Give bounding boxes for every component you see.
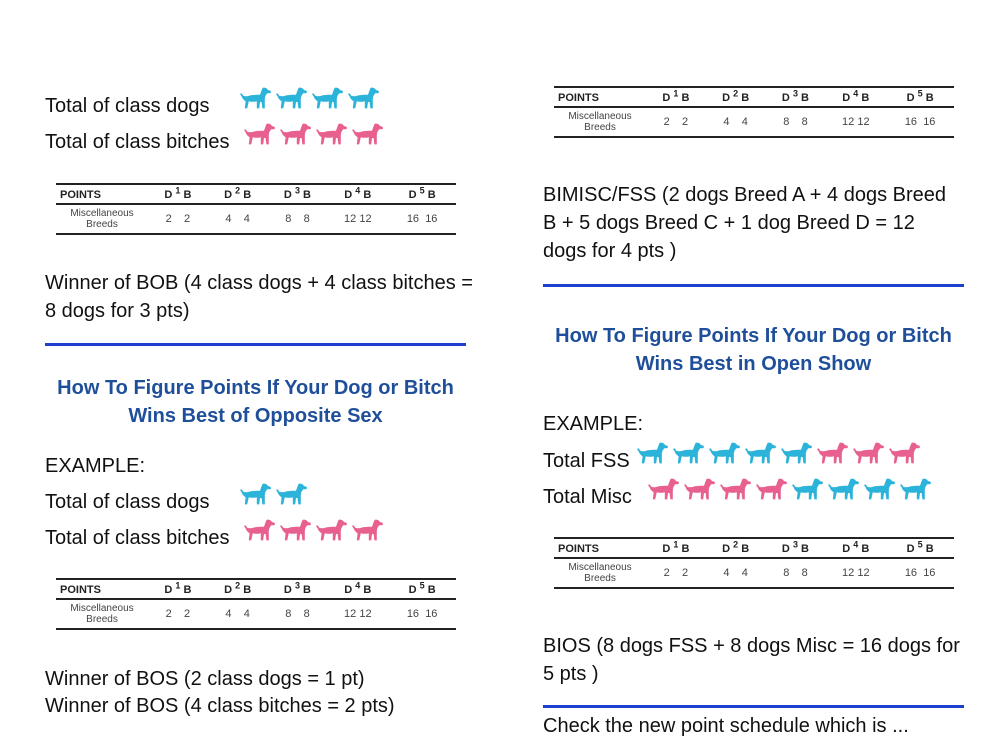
dog-icon (828, 475, 860, 503)
example-label-right: EXAMPLE: (543, 413, 644, 435)
bitch-icon (352, 120, 384, 148)
bitch-icon (280, 516, 312, 544)
dog-icon (709, 439, 741, 467)
table-cell: 2 2 (148, 204, 208, 234)
table-cell: 2 2 (148, 599, 208, 629)
table-row (56, 599, 456, 629)
bitch-icon (280, 120, 312, 148)
dog-icon (312, 84, 344, 112)
level-3-header: D $^3$ B (766, 87, 826, 107)
cut-off-line: Check the new point schedule which is ... (543, 715, 909, 737)
points-table-4 (554, 537, 954, 589)
bitch-icon (316, 120, 348, 148)
bos-result-bitches: Winner of BOS (4 class bitches = 2 pts) (45, 695, 395, 717)
breed-label: Miscellaneous Breeds (554, 558, 646, 588)
example-label-left: EXAMPLE: (45, 455, 146, 477)
table-cell: 4 4 (208, 599, 268, 629)
table-cell: 2 2 (646, 107, 706, 137)
points-header: POINTS (56, 184, 148, 204)
bitch-icon (316, 516, 348, 544)
table-cell: 8 8 (268, 204, 328, 234)
total-fss-label: Total FSS (543, 450, 630, 472)
level-2-header: D $^2$ B (208, 579, 268, 599)
dog-icon (864, 475, 896, 503)
table-cell: 8 8 (766, 107, 826, 137)
level-1-header: D $^1$ B (646, 538, 706, 558)
dog-icon (276, 84, 308, 112)
bitch-icon (853, 439, 885, 467)
bitch-icon (817, 439, 849, 467)
level-2-header: D $^2$ B (208, 184, 268, 204)
bitch-icon (244, 120, 276, 148)
points-table-1 (56, 183, 456, 235)
divider (45, 343, 466, 346)
total-class-bitches-label-1: Total of class bitches (45, 131, 230, 153)
dog-icon (276, 480, 308, 508)
table-cell: 4 4 (208, 204, 268, 234)
level-3-header: D $^3$ B (268, 579, 328, 599)
open-show-heading: How To Figure Points If Your Dog or Bitch Wins Best in Open Show (555, 325, 952, 375)
level-4-header: D $^4$ B (327, 184, 388, 204)
table-cell: 2 2 (646, 558, 706, 588)
breed-label: Miscellaneous Breeds (554, 107, 646, 137)
level-4-header: D $^4$ B (327, 579, 388, 599)
breed-label: Miscellaneous Breeds (56, 599, 148, 629)
table-row (56, 204, 456, 234)
level-5-header: D $^5$ B (886, 87, 954, 107)
table-cell: 12 12 (327, 599, 388, 629)
dog-icon (900, 475, 932, 503)
total-class-bitches-label-2: Total of class bitches (45, 527, 230, 549)
class-dogs-icons-2 (240, 480, 308, 508)
total-class-dogs-label-2: Total of class dogs (45, 491, 210, 513)
bos-heading: How To Figure Points If Your Dog or Bitch Wins Best of Opposite Sex (57, 377, 454, 427)
table-cell: 4 4 (706, 558, 766, 588)
table-cell: 16 16 (886, 558, 954, 588)
dog-icon (792, 475, 824, 503)
class-dogs-icons-1 (240, 84, 380, 112)
level-5-header: D $^5$ B (388, 579, 456, 599)
points-header: POINTS (56, 579, 148, 599)
fss-dog-icons (637, 439, 921, 467)
table-cell: 12 12 (327, 204, 388, 234)
bitch-icon (244, 516, 276, 544)
table-row (554, 107, 954, 137)
table-cell: 12 12 (825, 107, 886, 137)
breed-label: Miscellaneous Breeds (56, 204, 148, 234)
divider (543, 284, 964, 287)
level-3-header: D $^3$ B (268, 184, 328, 204)
total-misc-label: Total Misc (543, 486, 632, 508)
bios-result-text: BIOS (8 dogs FSS + 8 dogs Misc = 16 dogs for 5 pts ) (543, 635, 960, 685)
bos-result-dogs: Winner of BOS (2 class dogs = 1 pt) (45, 668, 365, 690)
divider (543, 705, 964, 708)
level-4-header: D $^4$ B (825, 87, 886, 107)
level-2-header: D $^2$ B (706, 538, 766, 558)
dog-icon (673, 439, 705, 467)
level-1-header: D $^1$ B (148, 579, 208, 599)
table-cell: 12 12 (825, 558, 886, 588)
table-cell: 16 16 (388, 599, 456, 629)
misc-dog-icons (648, 475, 932, 503)
level-3-header: D $^3$ B (766, 538, 826, 558)
bitch-icon (648, 475, 680, 503)
points-header: POINTS (554, 87, 646, 107)
dog-icon (781, 439, 813, 467)
dog-icon (240, 480, 272, 508)
bitch-icon (684, 475, 716, 503)
dog-icon (348, 84, 380, 112)
level-5-header: D $^5$ B (886, 538, 954, 558)
table-cell: 16 16 (388, 204, 456, 234)
class-bitches-icons-1 (244, 120, 384, 148)
dog-icon (745, 439, 777, 467)
level-1-header: D $^1$ B (148, 184, 208, 204)
table-cell: 16 16 (886, 107, 954, 137)
bitch-icon (720, 475, 752, 503)
points-table-3 (554, 86, 954, 138)
table-cell: 8 8 (766, 558, 826, 588)
bimisc-result-text: BIMISC/FSS (2 dogs Breed A + 4 dogs Breed B + 5 dogs Breed C + 1 dog Breed D = 12 dogs for 4 pts ) (543, 184, 946, 262)
table-row (554, 558, 954, 588)
bob-result-text: Winner of BOB (4 class dogs + 4 class bitches = 8 dogs for 3 pts) (45, 272, 473, 322)
level-1-header: D $^1$ B (646, 87, 706, 107)
level-4-header: D $^4$ B (825, 538, 886, 558)
dog-icon (637, 439, 669, 467)
points-header: POINTS (554, 538, 646, 558)
table-cell: 8 8 (268, 599, 328, 629)
level-5-header: D $^5$ B (388, 184, 456, 204)
bitch-icon (352, 516, 384, 544)
dog-icon (240, 84, 272, 112)
bitch-icon (889, 439, 921, 467)
class-bitches-icons-2 (244, 516, 384, 544)
bitch-icon (756, 475, 788, 503)
total-class-dogs-label-1: Total of class dogs (45, 95, 210, 117)
table-cell: 4 4 (706, 107, 766, 137)
points-table-2 (56, 578, 456, 630)
level-2-header: D $^2$ B (706, 87, 766, 107)
